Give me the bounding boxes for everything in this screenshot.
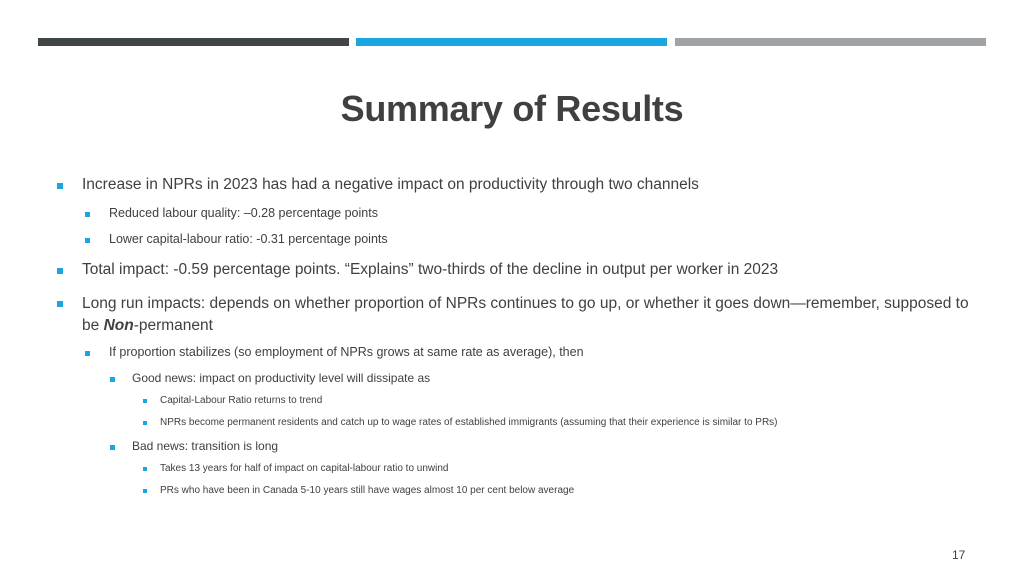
bullet-text-suffix: -permanent — [133, 317, 213, 334]
bullet-text: Capital-Labour Ratio returns to trend — [160, 395, 323, 406]
square-bullet-icon — [57, 268, 63, 274]
square-bullet-icon — [110, 377, 115, 382]
bullet-item — [109, 232, 388, 246]
bullet-text: Total impact: -0.59 percentage points. “Explains” two-thirds of the decline in output per worker in 2023 — [82, 261, 779, 278]
bullet-text: Bad news: transition is long — [132, 439, 279, 453]
bullet-item — [160, 417, 778, 428]
bullet-item — [160, 463, 449, 474]
bullet-item — [82, 176, 699, 194]
bullet-text: NPRs become permanent residents and catch up to wage rates of established immigrants (assuming that their experience is similar to PRs) — [160, 417, 778, 428]
square-bullet-icon — [143, 489, 147, 493]
bullet-item — [82, 293, 972, 337]
bullet-item — [160, 395, 322, 406]
square-bullet-icon — [57, 183, 63, 189]
bullet-text: Good news: impact on productivity level will dissipate as — [132, 371, 431, 385]
bullet-text: Increase in NPRs in 2023 has had a negative impact on productivity through two channels — [82, 176, 699, 193]
bullet-text: If proportion stabilizes (so employment of NPRs grows at same rate as average), then — [109, 345, 584, 359]
page-number: 17 — [952, 548, 966, 562]
header-bar-dark — [38, 38, 349, 46]
square-bullet-icon — [143, 467, 147, 471]
bullet-item — [82, 261, 778, 279]
bullet-text: Long run impacts: depends on whether proportion of NPRs continues to go up, or whether it goes down—remember, supposed to be — [82, 295, 969, 334]
bullet-item — [160, 485, 574, 496]
bullet-text: PRs who have been in Canada 5-10 years still have wages almost 10 per cent below average — [160, 485, 575, 496]
header-bar-light — [675, 38, 986, 46]
header-bar-accent — [356, 38, 667, 46]
square-bullet-icon — [85, 238, 90, 243]
bullet-item — [109, 345, 584, 359]
slide-title: Summary of Results — [340, 88, 684, 129]
bullet-item — [132, 439, 278, 453]
bullet-text: Lower capital-labour ratio: -0.31 percentage points — [109, 232, 388, 246]
square-bullet-icon — [110, 445, 115, 450]
bullet-text: Takes 13 years for half of impact on capital-labour ratio to unwind — [160, 463, 449, 474]
bullet-text: Reduced labour quality: –0.28 percentage points — [109, 206, 378, 220]
square-bullet-icon — [143, 421, 147, 425]
square-bullet-icon — [57, 301, 63, 307]
emphasis-text: Non — [103, 317, 134, 334]
square-bullet-icon — [85, 212, 90, 217]
square-bullet-icon — [143, 399, 147, 403]
square-bullet-icon — [85, 351, 90, 356]
bullet-item — [109, 206, 378, 220]
bullet-item — [132, 371, 430, 385]
